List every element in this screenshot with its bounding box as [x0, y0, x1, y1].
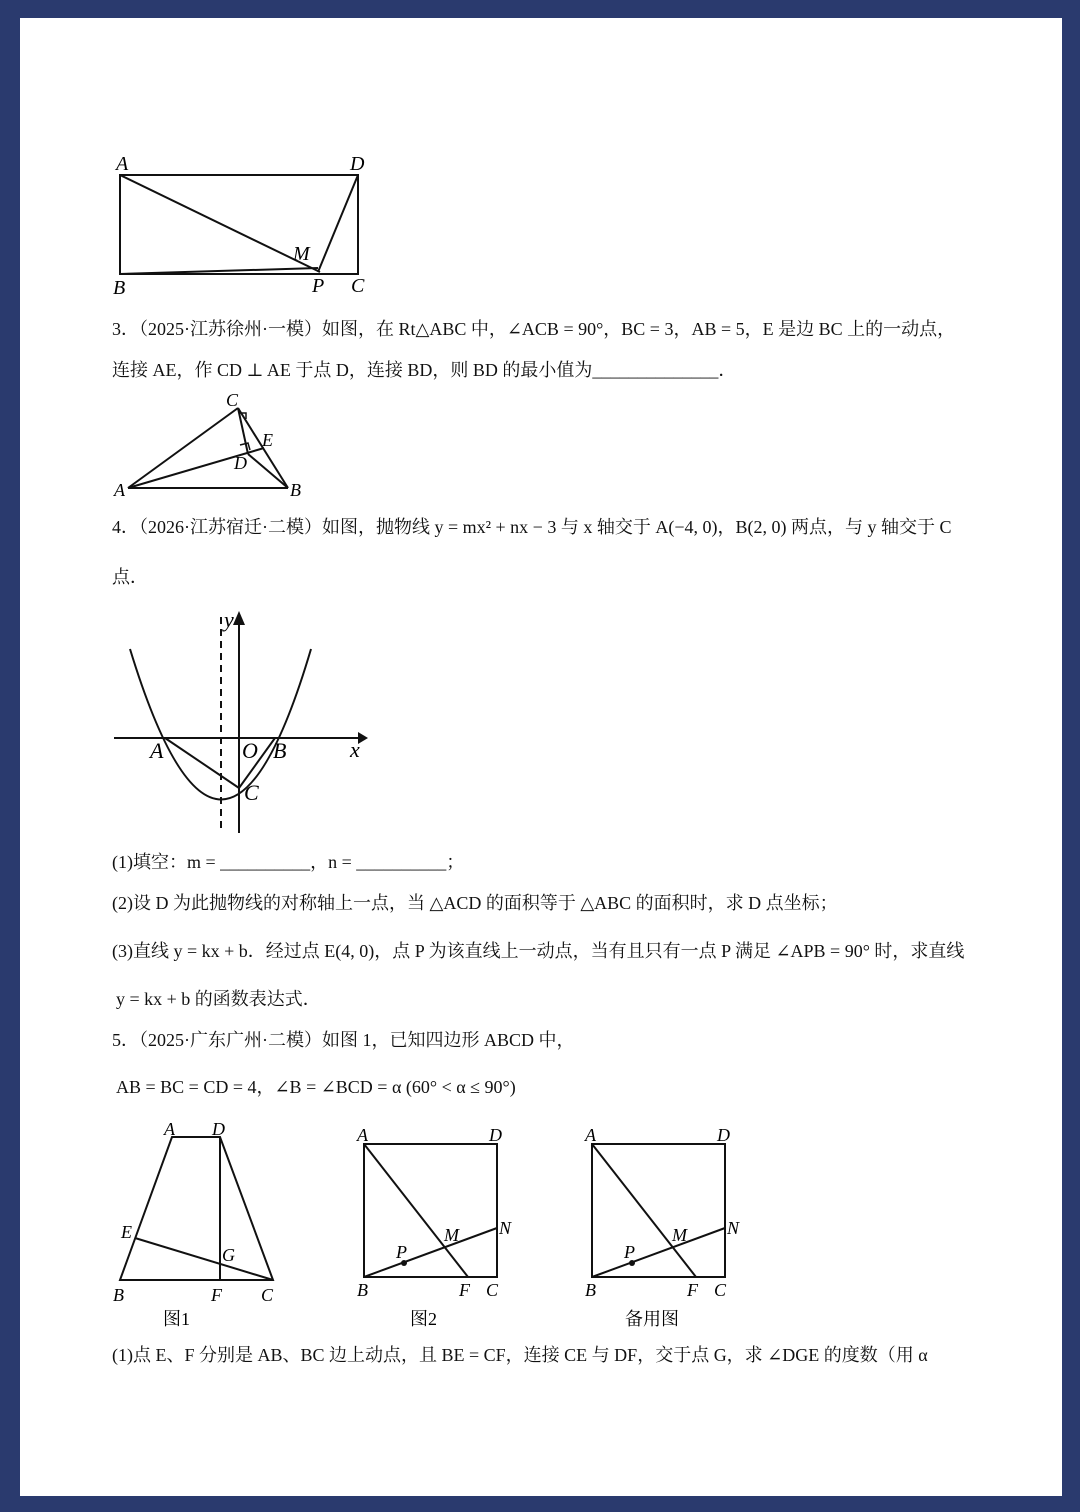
- q5-part1: (1)点 E、F 分别是 AB、BC 边上动点，且 BE = CF，连接 CE 与 DF，交于点 G，求 ∠DGE 的度数（用 α: [112, 1345, 928, 1365]
- q4-part2: (2)设 D 为此抛物线的对称轴上一点，当 △ACD 的面积等于 △ABC 的面积时，求 D 点坐标；: [112, 893, 838, 913]
- label-x: x: [350, 737, 360, 762]
- caption-fig1: 图1: [163, 1309, 190, 1329]
- label-C: C: [261, 1285, 274, 1305]
- q3-line1: 3．（2025·江苏徐州·一模）如图，在 Rt△ABC 中，∠ACB = 90°，BC = 3，AB = 5，E 是边 BC 上的一动点，: [112, 319, 956, 339]
- label-B: B: [357, 1280, 368, 1300]
- label-D: D: [350, 153, 365, 175]
- q5-line1: 5．（2025·广东广州·二模）如图 1，已知四边形 ABCD 中，: [112, 1030, 575, 1050]
- label-P: P: [396, 1242, 407, 1262]
- figure-rectangle-amp: [110, 150, 380, 300]
- label-M: M: [444, 1225, 459, 1245]
- q5-line2: AB = BC = CD = 4，∠B = ∠BCD = α (60° < α ≤ 90°): [116, 1077, 516, 1097]
- label-D: D: [212, 1119, 225, 1139]
- figure-q5-spare: [578, 1120, 753, 1335]
- label-M: M: [293, 243, 310, 265]
- label-F: F: [459, 1280, 470, 1300]
- label-E: E: [262, 430, 273, 450]
- label-B: B: [585, 1280, 596, 1300]
- label-N: N: [499, 1218, 512, 1238]
- label-F: F: [687, 1280, 698, 1300]
- label-N: N: [727, 1218, 740, 1238]
- label-E: E: [121, 1222, 132, 1242]
- label-A: A: [585, 1125, 596, 1145]
- q4-part1: (1)填空：m = __________，n = __________；: [112, 852, 465, 872]
- q3-line2: 连接 AE，作 CD ⊥ AE 于点 D，连接 BD，则 BD 的最小值为______________．: [112, 360, 737, 380]
- q4-line1: 4．（2026·江苏宿迁·二模）如图，抛物线 y = mx² + nx − 3 与 x 轴交于 A(−4, 0)，B(2, 0) 两点，与 y 轴交于 C: [112, 517, 952, 537]
- figure-q5-fig2: [350, 1120, 525, 1335]
- label-B: B: [290, 480, 301, 500]
- figure-q5-fig1: [108, 1115, 288, 1335]
- caption-fig2: 图2: [410, 1309, 437, 1329]
- label-A: A: [164, 1119, 175, 1139]
- label-P: P: [312, 275, 325, 297]
- label-F: F: [211, 1285, 222, 1305]
- label-A: A: [114, 480, 125, 500]
- label-A: A: [116, 153, 129, 175]
- label-P: P: [624, 1242, 635, 1262]
- label-C: C: [226, 390, 239, 410]
- label-B: B: [273, 738, 287, 763]
- q4-part3-line1: (3)直线 y = kx + b．经过点 E(4, 0)，点 P 为该直线上一动点，当有且只有一点 P 满足 ∠APB = 90° 时，求直线: [112, 941, 965, 961]
- label-D: D: [234, 453, 247, 473]
- label-A: A: [357, 1125, 368, 1145]
- q4-line2: 点．: [112, 567, 148, 587]
- label-D: D: [717, 1125, 730, 1145]
- figure-q4-parabola: [110, 605, 375, 840]
- label-G: G: [222, 1245, 235, 1265]
- label-B: B: [113, 1285, 124, 1305]
- label-C: C: [244, 780, 259, 805]
- label-C: C: [486, 1280, 499, 1300]
- caption-spare: 备用图: [625, 1309, 679, 1329]
- label-y: y: [224, 607, 234, 632]
- label-C: C: [714, 1280, 727, 1300]
- label-B: B: [113, 277, 126, 299]
- label-M: M: [672, 1225, 687, 1245]
- label-D: D: [489, 1125, 502, 1145]
- label-O: O: [242, 738, 258, 763]
- q4-part3-line2: y = kx + b 的函数表达式．: [116, 989, 321, 1009]
- label-A: A: [150, 738, 164, 763]
- label-C: C: [351, 275, 365, 297]
- figure-q3-triangle: [110, 388, 320, 503]
